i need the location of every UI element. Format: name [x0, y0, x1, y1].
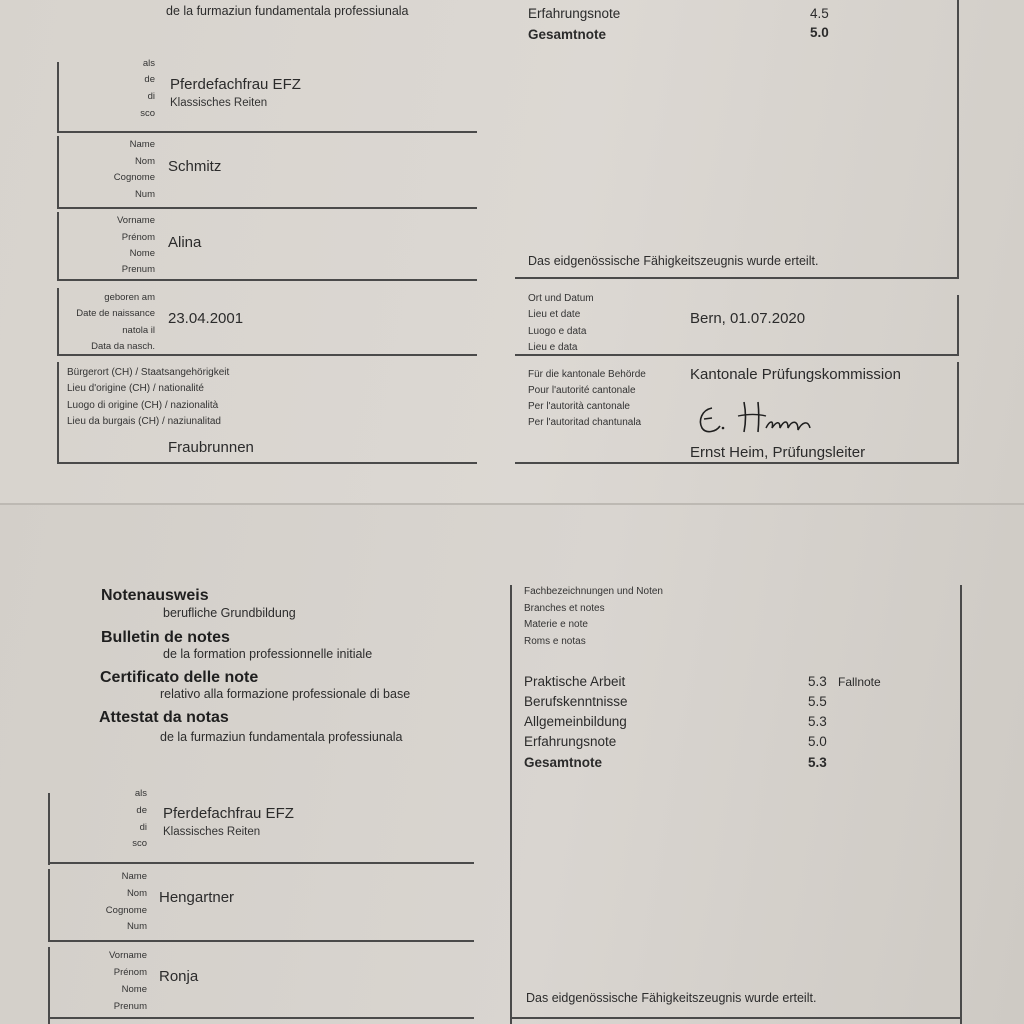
subjects-label: Branches et notes: [524, 603, 605, 614]
heading-it: Certificato delle note: [100, 669, 259, 686]
frame-line: [57, 362, 59, 464]
subjects-label: Materie e note: [524, 619, 588, 630]
total-grade-label: Gesamtnote: [524, 755, 603, 770]
place-and-date: Bern, 01.07.2020: [690, 310, 806, 327]
frame-line: [57, 131, 477, 133]
grade-note: Fallnote: [838, 675, 881, 689]
grade-label: Praktische Arbeit: [524, 674, 626, 689]
first-name-label: Prenum: [113, 1001, 147, 1012]
as-label: de: [136, 805, 147, 816]
certificate-sheet-bottom: [0, 505, 1024, 1024]
frame-line: [48, 947, 50, 1024]
heading-rm: Attestat da notas: [99, 709, 229, 726]
first-name-label: Prénom: [121, 232, 155, 243]
as-label: de: [144, 74, 155, 85]
grade-value: 5.3: [808, 714, 827, 729]
frame-line: [48, 940, 474, 942]
frame-line: [510, 585, 512, 1024]
frame-line: [515, 462, 959, 464]
authority-label: Pour l'autorité cantonale: [528, 385, 636, 396]
origin-label: Bürgerort (CH) / Staatsangehörigkeit: [67, 367, 230, 378]
profession: Pferdefachfrau EFZ: [170, 76, 301, 93]
name-label: Nom: [126, 888, 147, 899]
as-label: sco: [132, 838, 147, 849]
birth-label: geboren am: [104, 292, 155, 303]
heading-subtitle: de la furmaziun fundamentala professiunala: [166, 4, 409, 18]
origin-label: Luogo di origine (CH) / nazionalità: [67, 400, 219, 411]
place-date-label: Luogo e data: [528, 326, 587, 337]
first-name-label: Prenum: [121, 264, 155, 275]
frame-line: [48, 793, 50, 865]
as-label: sco: [140, 108, 155, 119]
authority-label: Für die kantonale Behörde: [528, 369, 646, 380]
heading-de: Notenausweis: [101, 587, 209, 604]
grade-label: Allgemeinbildung: [524, 714, 627, 729]
frame-line: [57, 207, 477, 209]
signature-image: [692, 398, 822, 438]
as-label: di: [147, 91, 155, 102]
last-name: Hengartner: [159, 889, 235, 906]
specialization: Klassisches Reiten: [163, 826, 261, 838]
name-label: Cognome: [105, 905, 147, 916]
frame-line: [48, 1017, 474, 1019]
first-name-label: Vorname: [108, 950, 147, 961]
grade-value: 4.5: [810, 6, 829, 21]
frame-line: [57, 288, 59, 355]
name-label: Name: [129, 139, 155, 150]
frame-line: [515, 354, 959, 356]
profession: Pferdefachfrau EFZ: [163, 805, 294, 822]
heading-fr: Bulletin de notes: [101, 629, 230, 646]
heading-de-sub: berufliche Grundbildung: [163, 606, 296, 620]
heading-rm-sub: de la furmaziun fundamentala professiunala: [160, 730, 403, 744]
name-label: Cognome: [113, 172, 155, 183]
last-name: Schmitz: [168, 158, 222, 175]
frame-line: [510, 1017, 962, 1019]
place-date-label: Lieu e data: [528, 342, 578, 353]
authority-label: Per l'autoritad chantunala: [528, 417, 642, 428]
first-name: Alina: [168, 234, 202, 251]
as-label: als: [134, 788, 147, 799]
certificate-statement: Das eidgenössische Fähigkeitszeugnis wurde erteilt.: [526, 991, 817, 1005]
birth-label: Date de naissance: [76, 308, 155, 319]
origin-label: Lieu d'origine (CH) / nationalité: [67, 383, 204, 394]
frame-line: [57, 462, 477, 464]
specialization: Klassisches Reiten: [170, 97, 268, 109]
grade-label: Erfahrungsnote: [528, 6, 621, 21]
grade-label: Erfahrungsnote: [524, 734, 617, 749]
birth-label: Data da nasch.: [91, 341, 155, 352]
first-name-label: Nome: [121, 984, 147, 995]
frame-line: [57, 62, 59, 132]
first-name-label: Prénom: [113, 967, 147, 978]
heading-fr-sub: de la formation professionnelle initiale: [163, 647, 373, 661]
origin-label: Lieu da burgais (CH) / naziunalitad: [67, 416, 221, 427]
name-label: Num: [126, 921, 147, 932]
as-label: als: [142, 58, 155, 69]
as-label: di: [139, 822, 147, 833]
frame-line: [957, 0, 959, 278]
authority-label: Per l'autorità cantonale: [528, 401, 630, 412]
frame-line: [57, 212, 59, 280]
frame-line: [957, 362, 959, 464]
certificate-statement: Das eidgenössische Fähigkeitszeugnis wurde erteilt.: [528, 254, 819, 268]
total-grade-value: 5.3: [808, 755, 827, 770]
total-grade-value: 5.0: [810, 25, 829, 40]
heading-it-sub: relativo alla formazione professionale di base: [160, 687, 411, 701]
frame-line: [960, 585, 962, 1024]
place-date-label: Lieu et date: [528, 309, 581, 320]
frame-line: [515, 277, 959, 279]
frame-line: [957, 295, 959, 355]
birth-date: 23.04.2001: [168, 310, 244, 327]
place-of-origin: Fraubrunnen: [168, 439, 254, 456]
subjects-label: Roms e notas: [524, 636, 586, 647]
name-label: Num: [134, 189, 155, 200]
total-grade-label: Gesamtnote: [528, 27, 607, 42]
grade-value: 5.0: [808, 734, 827, 749]
frame-line: [48, 862, 474, 864]
place-date-label: Ort und Datum: [528, 293, 594, 304]
frame-line: [57, 279, 477, 281]
frame-line: [48, 869, 50, 941]
authority-name: Kantonale Prüfungskommission: [690, 366, 901, 383]
name-label: Name: [121, 871, 147, 882]
subjects-label: Fachbezeichnungen und Noten: [524, 586, 663, 597]
signer-name: Ernst Heim, Prüfungsleiter: [690, 444, 866, 461]
grade-label: Berufskenntnisse: [524, 694, 628, 709]
first-name-label: Vorname: [116, 215, 155, 226]
first-name: Ronja: [159, 968, 199, 985]
certificate-sheet-top: [0, 0, 1024, 505]
name-label: Nom: [134, 156, 155, 167]
grade-value: 5.3: [808, 674, 827, 689]
first-name-label: Nome: [129, 248, 155, 259]
grade-value: 5.5: [808, 694, 827, 709]
birth-label: natola il: [122, 325, 155, 336]
frame-line: [57, 136, 59, 208]
